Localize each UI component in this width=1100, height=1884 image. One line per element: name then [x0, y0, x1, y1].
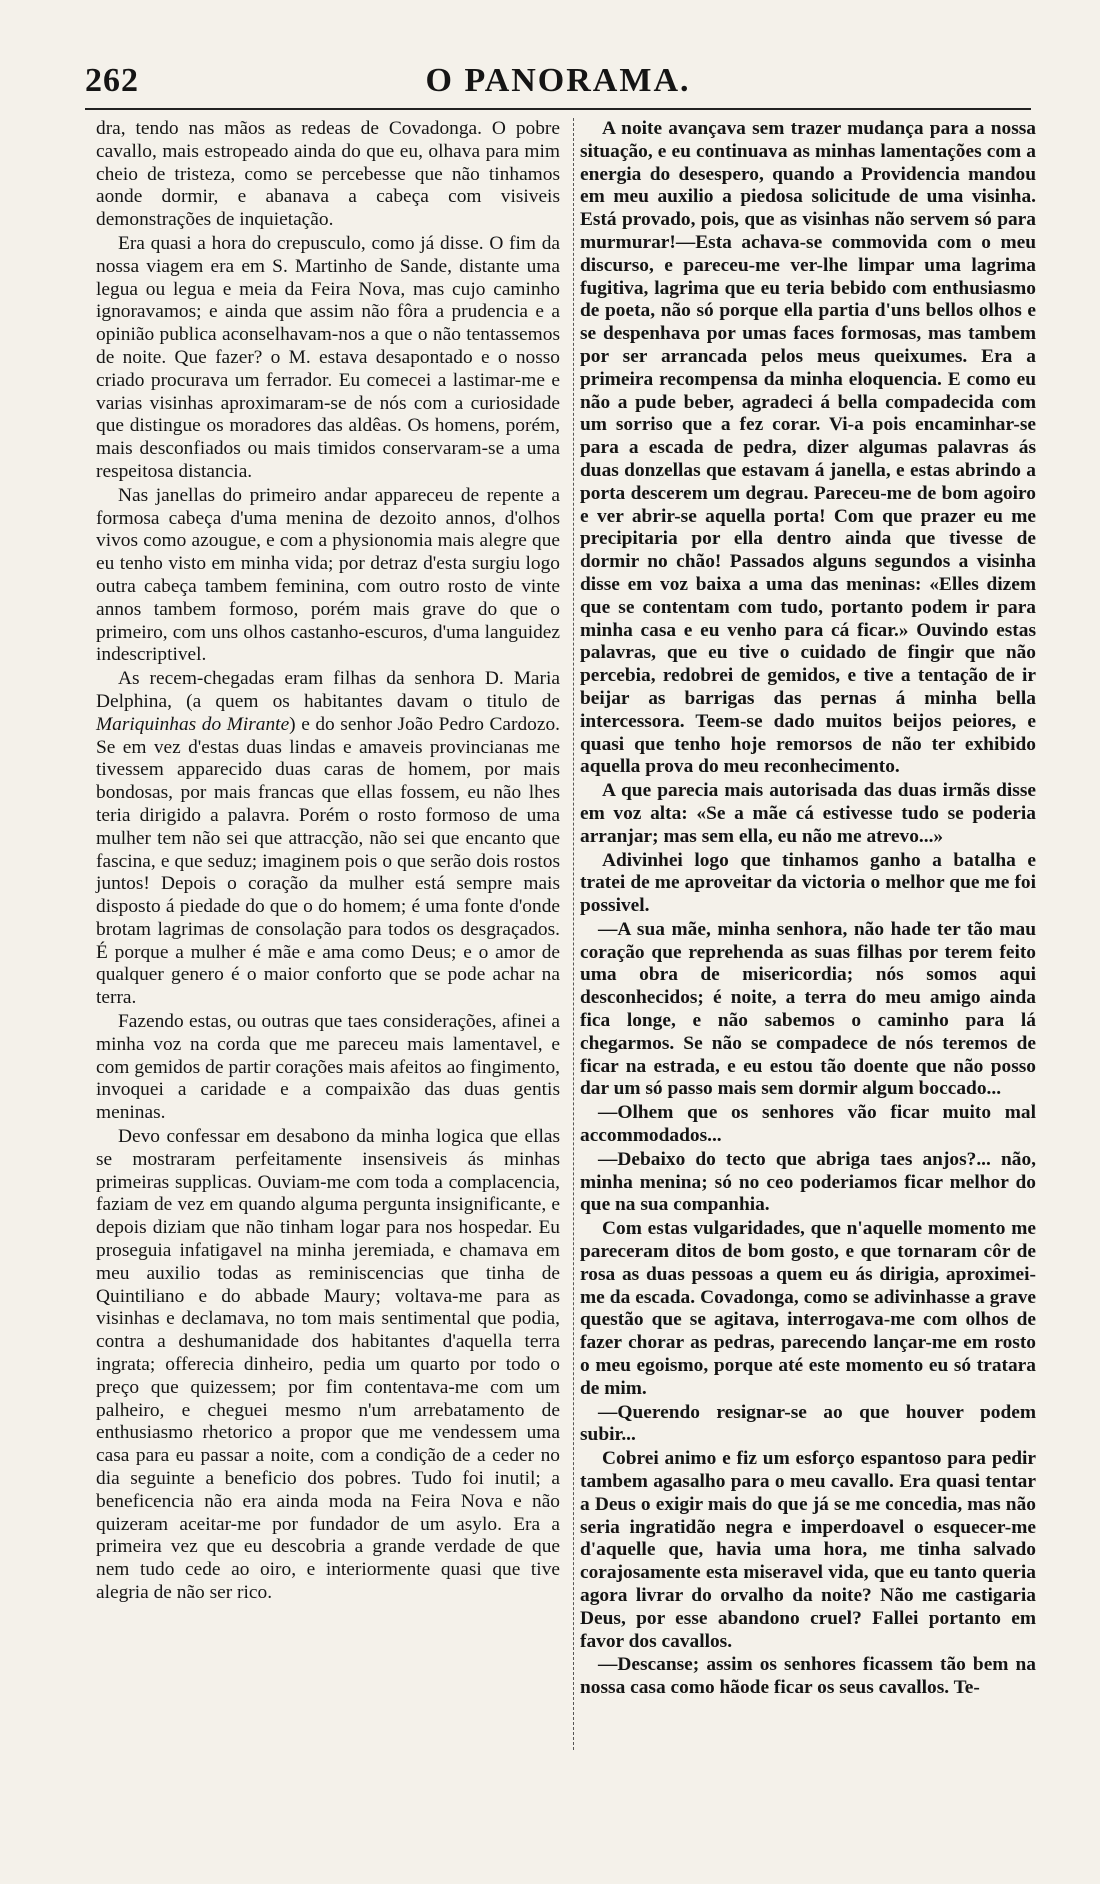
right-column: [580, 118, 1036, 1701]
paragraph: Fazendo estas, ou outras que taes considerações, afinei a minha voz na corda que me pareceu mais lamentavel, e com gemidos de partir corações mais afeitos ao fingimento, invoquei a caridade e a compaixão das duas gentis meninas.: [96, 1011, 560, 1124]
paragraph: Cobrei animo e fiz um esforço espantoso para pedir tambem agasalho para o meu cavallo. Era quasi tentar a Deus o exigir mais do que já se me concedia, mas não seria ingratidão negra e imperdoavel o esquecer-me d'aquelle que, havia uma hora, me tinha salvado corajosamente esta miseravel vida, que eu tanto queria agora livrar do orvalho da noite? Não me castigaria Deus, por esse abandono cruel? Fallei portanto em favor dos cavallos.: [580, 1448, 1036, 1652]
paragraph-text: ) e do senhor João Pedro Cardozo. Se em vez d'estas duas lindas e amaveis provincianas me tivessem apparecido duas caras de homem, por mais bondosas, por mais francas que ellas fossem, eu não lhes teria dirigido a palavra. Porém o rosto formoso de uma mulher tem não sei que attracção, não sei que encanto que fascina, e que seduz; imaginem pois o que serão dois rostos juntos! Depois o coração da mulher está sempre mais disposto á piedade do que o do homem; é uma fonte d'onde brotam lagrimas de consolação para todos os desgraçados. É porque a mulher é mãe e ama como Deus; e o amor de qualquer genero é o maior conforto que se pode achar na terra.: [96, 713, 560, 1009]
dialogue-line: —Olhem que os senhores vão ficar muito mal accommodados...: [580, 1102, 1036, 1147]
paragraph: Adivinhei logo que tinhamos ganho a batalha e tratei de me aproveitar da victoria o melhor que me foi possivel.: [580, 849, 1036, 917]
dialogue-line: —Querendo resignar-se ao que houver podem subir...: [580, 1401, 1036, 1446]
paragraph: Nas janellas do primeiro andar appareceu de repente a formosa cabeça d'uma menina de dezoito annos, d'olhos vivos como azougue, e com a physionomia mais alegre que eu tenho visto em minha vida; por detraz d'esta surgiu logo outra cabeça tambem feminina, com outro rosto de vinte annos tambem formoso, porém mais grave do que o primeiro, com uns olhos castanho-escuros, d'uma languidez indescriptivel.: [96, 484, 560, 666]
page-header: [85, 58, 1031, 110]
column-divider: [573, 118, 574, 1750]
dialogue-line: —Descanse; assim os senhores ficassem tão bem na nossa casa como hãode ficar os seus cavallos. Te-: [580, 1654, 1036, 1699]
paragraph: dra, tendo nas mãos as redeas de Covadonga. O pobre cavallo, mais estropeado ainda do que eu, olhava para mim cheio de tristeza, como se percebesse que não tinhamos aonde dormir, e abanava a cabeça com visiveis demonstrações de inquietação.: [96, 118, 560, 231]
page-number: 262: [85, 62, 139, 99]
italic-title: Mariquinhas do Mirante: [96, 713, 290, 735]
journal-title: O PANORAMA.: [425, 62, 691, 99]
paragraph: Com estas vulgaridades, que n'aquelle momento me pareceram ditos de bom gosto, e que tornaram côr de rosa as duas pessoas a quem eu ás dirigia, aproximei-me da escada. Covadonga, como se adivinhasse a grave questão que se agitava, interrogava-me com olhos de fazer chorar as pedras, parecendo lançar-me em rosto o meu egoismo, porque até este momento eu só tratara de mim.: [580, 1218, 1036, 1399]
left-column: [96, 118, 560, 1606]
paragraph: A que parecia mais autorisada das duas irmãs disse em voz alta: «Se a mãe cá estivesse tudo se poderia arranjar; mas sem ella, eu não me atrevo...»: [580, 780, 1036, 847]
paragraph: A noite avançava sem trazer mudança para a nossa situação, e eu continuava as minhas lamentações com a energia do desespero, quando a Providencia mandou em meu auxilio a piedosa solicitude de uma visinha. Está provado, pois, que as visinhas não servem só para murmurar!—Esta achava-se commovida com o meu discurso, e pareceu-me ver-lhe limpar uma lagrima fugitiva, lagrima que eu teria bebido com enthusiasmo de poeta, não só porque ella partia d'uns bellos olhos e se despenhava por umas faces formosas, mas tambem por ser arrancada pelos meus queixumes. Era a primeira recompensa da minha eloquencia. E como eu não a pude beber, agradeci á bella compadecida com um sorriso que a fez corar. Vi-a pois encaminhar-se para a escada de pedra, dizer algumas palavras ás duas donzellas que estavam á janella, e estas abrindo a porta descerem um degrau. Pareceu-me de bom agoiro e ver abrir-se aquella porta! Com que prazer eu me precipitaria por ella dentro ainda que tivesse de dormir no chão! Passados alguns segundos a visinha disse em voz baixa a uma das meninas: «Elles dizem que se contentam com tudo, portanto podem ir para minha casa e eu venho para cá ficar.» Ouvindo estas palavras, que eu tive o cuidado de fingir que não percebia, redobrei de gemidos, e tive a tentação de ir beijar as barrigas das pernas á minha bella intercessora. Teem-se dado muitos beijos peiores, e quasi que tenho hoje remorsos de não ter exhibido aquella prova do meu reconhecimento.: [580, 118, 1036, 778]
dialogue-line: —A sua mãe, minha senhora, não hade ter tão mau coração que reprehenda as suas filhas por terem feito uma obra de misericordia; nós somos aqui desconhecidos; é noite, a terra do meu amigo ainda fica longe, e não sabemos o caminho para lá chegarmos. Se não se compadece de nós teremos de ficar na estrada, e eu estou tão doente que não posso dar um só passo mais sem dormir algum boccado...: [580, 918, 1036, 1100]
paragraph: Era quasi a hora do crepusculo, como já disse. O fim da nossa viagem era em S. Martinho de Sande, distante uma legua ou legua e meia da Feira Nova, mas cujo caminho ignoravamos; e ainda que assim não fôra a prudencia e a opinião publica aconselhavam-nos a que o não tentassemos de noite. Que fazer? o M. estava desapontado e o nosso criado procurava um ferrador. Eu comecei a lastimar-me e varias visinhas aproximaram-se de nós com a curiosidade que distingue os moradores das aldêas. Os homens, porém, mais desconfiados ou mais timidos conservaram-se a uma respeitosa distancia.: [96, 232, 560, 482]
paragraph: Devo confessar em desabono da minha logica que ellas se mostraram perfeitamente insensiveis ás minhas primeiras supplicas. Ouviam-me com toda a complacencia, faziam de vez em quando alguma pergunta insignificante, e depois diziam que não tinham logar para nos hospedar. Eu proseguia infatigavel na minha jeremiada, e chamava em meu auxilio todas as reminiscencias que tinha de Quintiliano e do abbade Maury; voltava-me para as visinhas e declamava, no tom mais sentimental que podia, contra a deshumanidade dos habitantes d'aquella terra ingrata; offerecia dinheiro, pedia um quarto por todo o preço que quizessem; por fim contentava-me com um palheiro, e cheguei mesmo n'um arrebatamento de enthusiasmo rhetorico a propor que me vendessem uma casa para eu passar a noite, com a condição de a ceder no dia seguinte a beneficio dos pobres. Tudo foi inutil; a beneficencia não era ainda moda na Feira Nova e não quizeram aceitar-me por fundador de um asylo. Era a primeira vez que eu descobria a grande verdade de que nem tudo cede ao oiro, e interiormente quasi que tive alegria de não ser rico.: [96, 1126, 560, 1603]
header-rule: [85, 108, 1031, 110]
paragraph-text: As recem-chegadas eram filhas da senhora D. Maria Delphina, (a quem os habitantes davam o titulo de: [96, 668, 560, 712]
dialogue-line: —Debaixo do tecto que abriga taes anjos?... não, minha menina; só no ceo poderiamos ficar melhor do que na sua companhia.: [580, 1148, 1036, 1216]
paragraph: [96, 668, 560, 1010]
